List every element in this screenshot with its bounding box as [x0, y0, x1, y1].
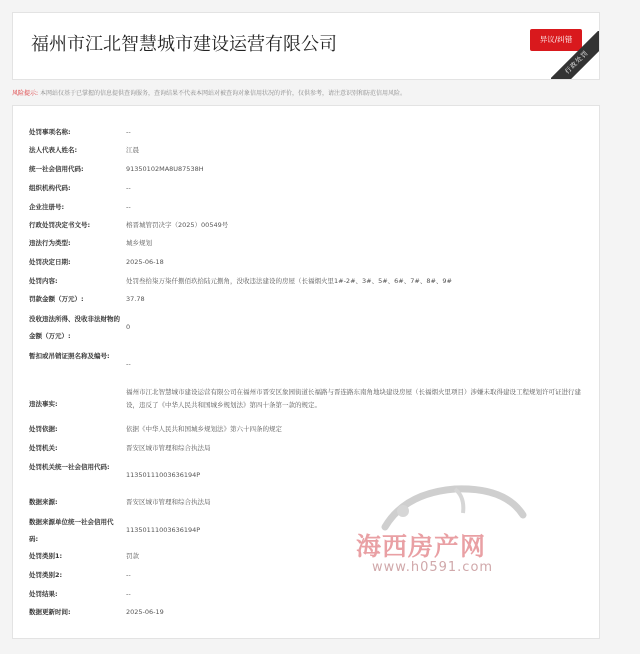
category-ribbon: [551, 31, 599, 79]
field-value: 城乡规划: [126, 239, 152, 247]
field-label: 数据更新时间:: [29, 608, 71, 616]
field-value: --: [126, 360, 131, 368]
field-label: 处罚结果:: [29, 590, 58, 598]
field-value: --: [126, 590, 131, 598]
risk-notice: [12, 88, 406, 97]
field-value: --: [126, 203, 131, 211]
field-value: 11350111003636194P: [126, 471, 201, 479]
field-value: --: [126, 571, 131, 579]
field-label: 组织机构代码:: [29, 184, 71, 192]
field-value: 晋安区城市管理和综合执法局: [126, 444, 211, 452]
watermark-text: 海西房产网: [356, 532, 487, 561]
ribbon-label: 行政处罚: [551, 31, 599, 79]
field-value: 榕晋城管罚决字（2025）00549号: [126, 221, 229, 229]
field-value: 91350102MA8U87538H: [126, 165, 204, 173]
field-value: 处罚叁拾柒万柒仟捌佰玖拾陆元捌角，没收违法建设的房屋（长福烟火里1#-2#、3#、5#、6#、7#、8#、9#: [126, 277, 452, 285]
field-label: 暂扣或吊销证照名称及编号:: [29, 352, 110, 360]
field-label: 处罚类别2:: [29, 571, 63, 579]
watermark-url: www.h0591.com: [372, 560, 494, 575]
field-value: 11350111003636194P: [126, 526, 201, 534]
detail-panel: [12, 105, 600, 639]
risk-notice-label: 风险提示:: [12, 90, 39, 97]
field-value: 晋安区城市管理和综合执法局: [126, 498, 211, 506]
field-label: 处罚内容:: [29, 277, 58, 285]
field-label: 没收违法所得、没收非法财物的金额（万元）:: [29, 315, 120, 340]
field-label: 数据来源单位统一社会信用代码:: [29, 518, 114, 543]
field-value: 罚款: [126, 552, 139, 560]
field-value: 37.78: [126, 295, 145, 303]
page-header: [12, 12, 600, 80]
field-label: 企业注册号:: [29, 203, 65, 211]
field-label: 处罚机关统一社会信用代码:: [29, 463, 110, 471]
field-value: 依据《中华人民共和国城乡规划法》第六十四条的规定: [126, 425, 282, 433]
field-label: 处罚类别1:: [29, 552, 63, 560]
company-title: 福州市江北智慧城市建设运营有限公司: [31, 34, 337, 55]
field-label: 违法事实:: [29, 400, 58, 408]
field-value: 江晨: [126, 146, 139, 154]
field-label: 违法行为类型:: [29, 239, 71, 247]
field-value: 0: [126, 323, 131, 331]
risk-notice-text: 本网站仅基于已掌握的信息提供查询服务，查询结果不代表本网站对被查询对象信用状况的评价，仅供参考，请注意识别和防范信用风险。: [39, 90, 406, 97]
field-label: 行政处罚决定书文号:: [29, 221, 91, 229]
field-label: 处罚事项名称:: [29, 128, 71, 136]
field-label: 处罚决定日期:: [29, 258, 71, 266]
field-label: 罚款金额（万元）:: [29, 295, 84, 303]
field-value: 2025-06-18: [126, 258, 164, 266]
field-label: 处罚依据:: [29, 425, 58, 433]
field-label: 数据来源:: [29, 498, 58, 506]
field-label: 统一社会信用代码:: [29, 165, 84, 173]
field-value: --: [126, 184, 131, 192]
objection-button[interactable]: 异议/纠错: [530, 29, 582, 51]
field-value: 2025-06-19: [126, 608, 164, 616]
field-label: 处罚机关:: [29, 444, 58, 452]
field-label: 法人代表人姓名:: [29, 146, 78, 154]
field-value: --: [126, 128, 131, 136]
field-value: 福州市江北智慧城市建设运营有限公司在福州市晋安区象园街道长福路与晋连路东南角地块建设房屋（长福烟火里项目）涉嫌未取得建设工程规划许可证进行建设，违反了《中华人民共和国城乡规划法》第四十条第一款的规定。: [126, 388, 581, 409]
